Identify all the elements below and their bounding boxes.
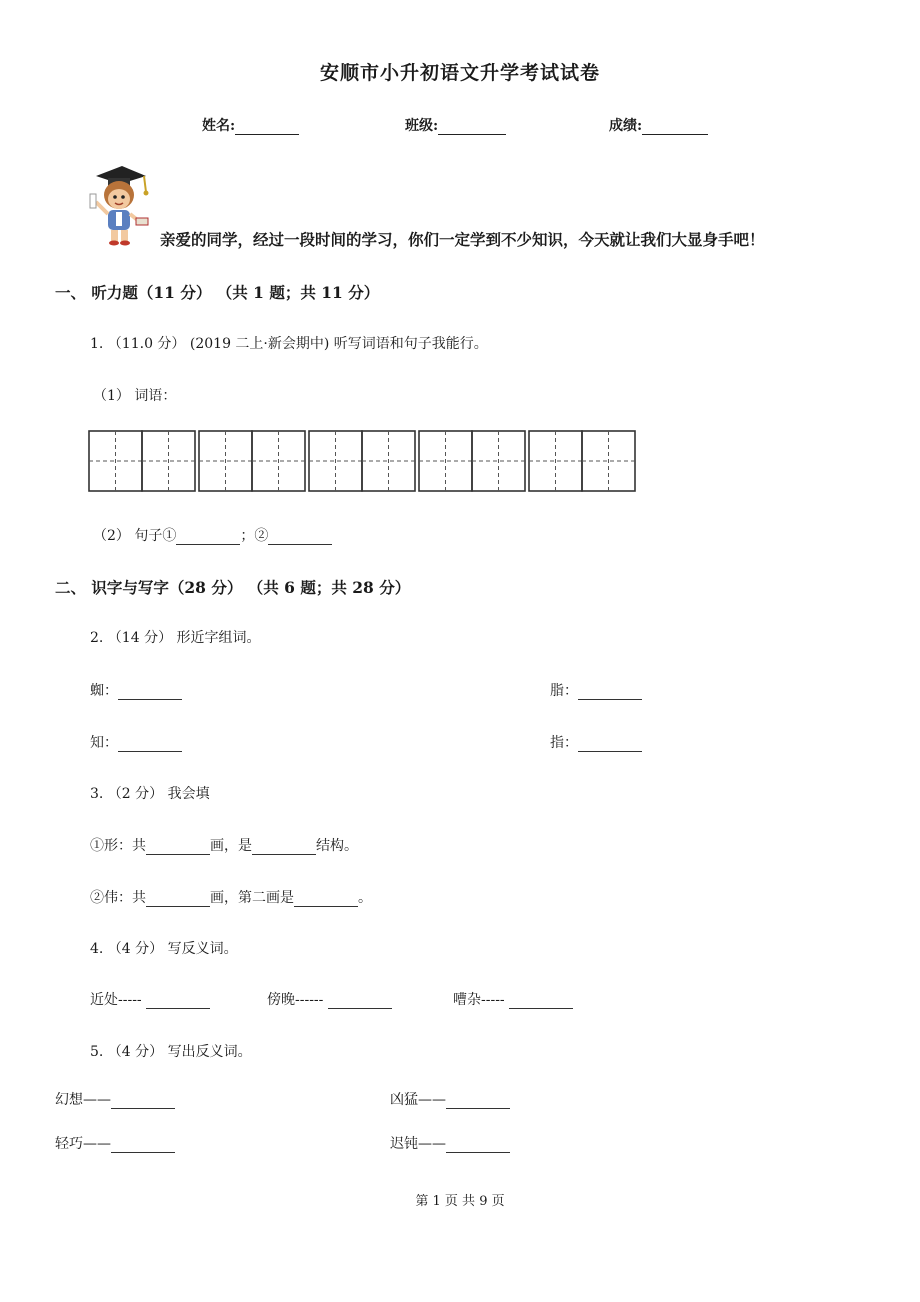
q5-word: 迟钝——	[390, 1136, 446, 1152]
section-1-heading: 一、 听力题（11 分） （共 1 题；共 11 分）	[55, 283, 380, 302]
q3-line-2	[90, 887, 372, 907]
q2-item	[90, 732, 182, 752]
q2-item	[90, 680, 182, 700]
question-1-part-2	[93, 525, 332, 545]
question-1: 1. （11.0 分） (2019 二上·新会期中) 听写词语和句子我能行。	[90, 336, 488, 352]
sentence-label-1: （2） 句子①	[93, 528, 177, 544]
q2-item-label: 指：	[550, 735, 578, 751]
q4-word: 近处-----	[90, 992, 142, 1008]
q3-blank[interactable]	[294, 892, 358, 907]
q5-blank[interactable]	[446, 1138, 510, 1153]
q2-blank[interactable]	[118, 737, 182, 752]
page-footer: 第 1 页 共 9 页	[415, 1194, 505, 1209]
question-1-part-1: （1） 词语：	[93, 388, 177, 404]
exam-title: 安顺市小升初语文升学考试试卷	[319, 62, 600, 84]
q2-item-label: 脂：	[550, 683, 578, 699]
q3-text: ②伟：共	[90, 890, 146, 906]
q2-item	[550, 680, 642, 700]
q5-word: 凶猛——	[390, 1092, 446, 1108]
question-5: 5. （4 分） 写出反义词。	[90, 1044, 252, 1060]
q4-item	[267, 989, 392, 1009]
word-box[interactable]	[199, 431, 305, 491]
class-blank[interactable]	[438, 118, 506, 135]
q5-blank[interactable]	[111, 1138, 175, 1153]
q4-blank[interactable]	[146, 994, 210, 1009]
q4-word: 傍晚------	[267, 992, 324, 1008]
q2-blank[interactable]	[578, 737, 642, 752]
q3-text: 。	[358, 890, 372, 906]
q3-text: 画，是	[210, 838, 252, 854]
q4-word: 嘈杂-----	[453, 992, 505, 1008]
word-box[interactable]	[419, 431, 525, 491]
q5-item	[55, 1133, 175, 1153]
score-field	[609, 115, 708, 135]
q3-blank[interactable]	[146, 892, 210, 907]
q5-item	[390, 1133, 510, 1153]
q5-item	[390, 1089, 510, 1109]
q2-item	[550, 732, 642, 752]
word-box[interactable]	[309, 431, 415, 491]
q3-text: 结构。	[316, 838, 358, 854]
q5-item	[55, 1089, 175, 1109]
q3-line-1	[90, 835, 358, 855]
word-box[interactable]	[529, 431, 635, 491]
class-field	[405, 115, 506, 135]
name-label: 姓名:	[202, 118, 236, 134]
q4-item	[90, 989, 210, 1009]
q5-word: 幻想——	[55, 1092, 111, 1108]
q2-item-label: 知：	[90, 735, 118, 751]
q2-item-label: 蜘：	[90, 683, 118, 699]
class-label: 班级:	[405, 118, 439, 134]
q4-item	[453, 989, 573, 1009]
sentence-label-2: ；②	[240, 528, 269, 544]
writing-grid	[88, 430, 640, 492]
student-mascot-icon	[86, 162, 152, 246]
q2-blank[interactable]	[578, 685, 642, 700]
word-box[interactable]	[89, 431, 195, 491]
q5-blank[interactable]	[111, 1094, 175, 1109]
q5-word: 轻巧——	[55, 1136, 111, 1152]
name-blank[interactable]	[235, 118, 299, 135]
q3-blank[interactable]	[252, 840, 316, 855]
question-4: 4. （4 分） 写反义词。	[90, 941, 238, 957]
sentence-blank-2[interactable]	[268, 530, 332, 545]
q4-blank[interactable]	[509, 994, 573, 1009]
name-field	[202, 115, 299, 135]
sentence-blank-1[interactable]	[176, 530, 240, 545]
q3-blank[interactable]	[146, 840, 210, 855]
q3-text: ①形：共	[90, 838, 146, 854]
section-2-heading: 二、 识字与写字（28 分） （共 6 题；共 28 分）	[55, 578, 411, 597]
q3-text: 画，第二画是	[210, 890, 294, 906]
score-label: 成绩:	[609, 118, 643, 134]
q4-blank[interactable]	[328, 994, 392, 1009]
greeting-text: 亲爱的同学，经过一段时间的学习，你们一定学到不少知识，今天就让我们大显身手吧！	[160, 230, 765, 249]
question-3: 3. （2 分） 我会填	[90, 786, 210, 802]
q5-blank[interactable]	[446, 1094, 510, 1109]
score-blank[interactable]	[642, 118, 708, 135]
q2-blank[interactable]	[118, 685, 182, 700]
question-2: 2. （14 分） 形近字组词。	[90, 630, 261, 646]
